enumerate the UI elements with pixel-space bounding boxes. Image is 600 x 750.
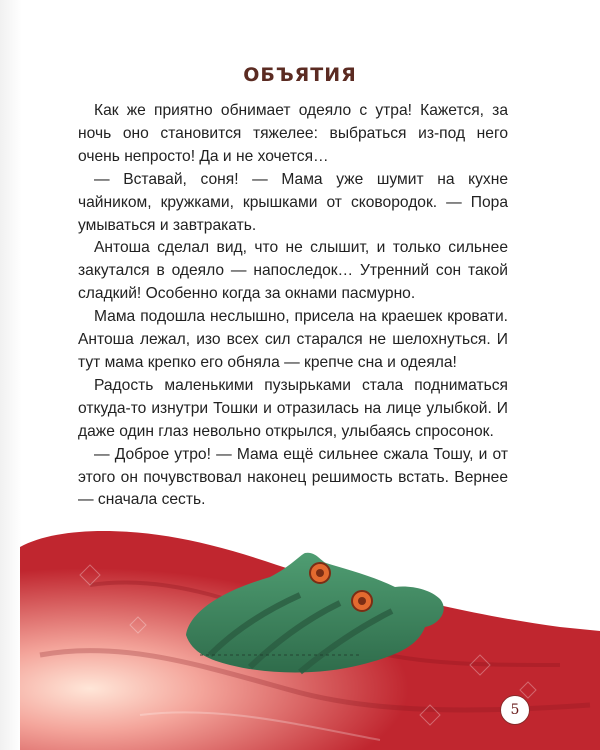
page-title: ОБЪЯТИЯ — [243, 64, 357, 86]
toy-eye — [310, 563, 330, 583]
paragraph: Антоша сделал вид, что не слышит, и только сильнее закутался в одеяло — напоследок… Утренний сон такой сладкий! Особенно когда за окнами пасмурно. — [78, 239, 508, 303]
paragraph: Как же приятно обнимает одеяло с утра! Кажется, за ночь оно становится тяжелее: выбраться из-под него очень непросто! Да и не хочется… — [78, 102, 508, 165]
paragraph: — Доброе утро! — Мама ещё сильнее сжала Тошу, и от этого он почувствовал наконец решимость встать. Вернее — сначала сесть. — [78, 445, 508, 509]
story-text — [78, 100, 508, 512]
paragraph: — Вставай, соня! — Мама уже шумит на кухне чайником, кружками, крышками от сковородок. — Пора умываться и завтракать. — [78, 170, 508, 234]
toy-eye — [352, 591, 372, 611]
page-number: 5 — [500, 695, 530, 725]
paragraph: Радость маленькими пузырьками стала подниматься откуда-то изнутри Тошки и отразилась на лице улыбкой. И даже один глаз невольно открылся, улыбаясь спросонок. — [78, 376, 508, 440]
paragraph: Мама подошла неслышно, присела на краешек кровати. Антоша лежал, изо всех сил старался не шелохнуться. И тут мама крепко его обняла — крепче сна и одеяла! — [78, 308, 508, 371]
